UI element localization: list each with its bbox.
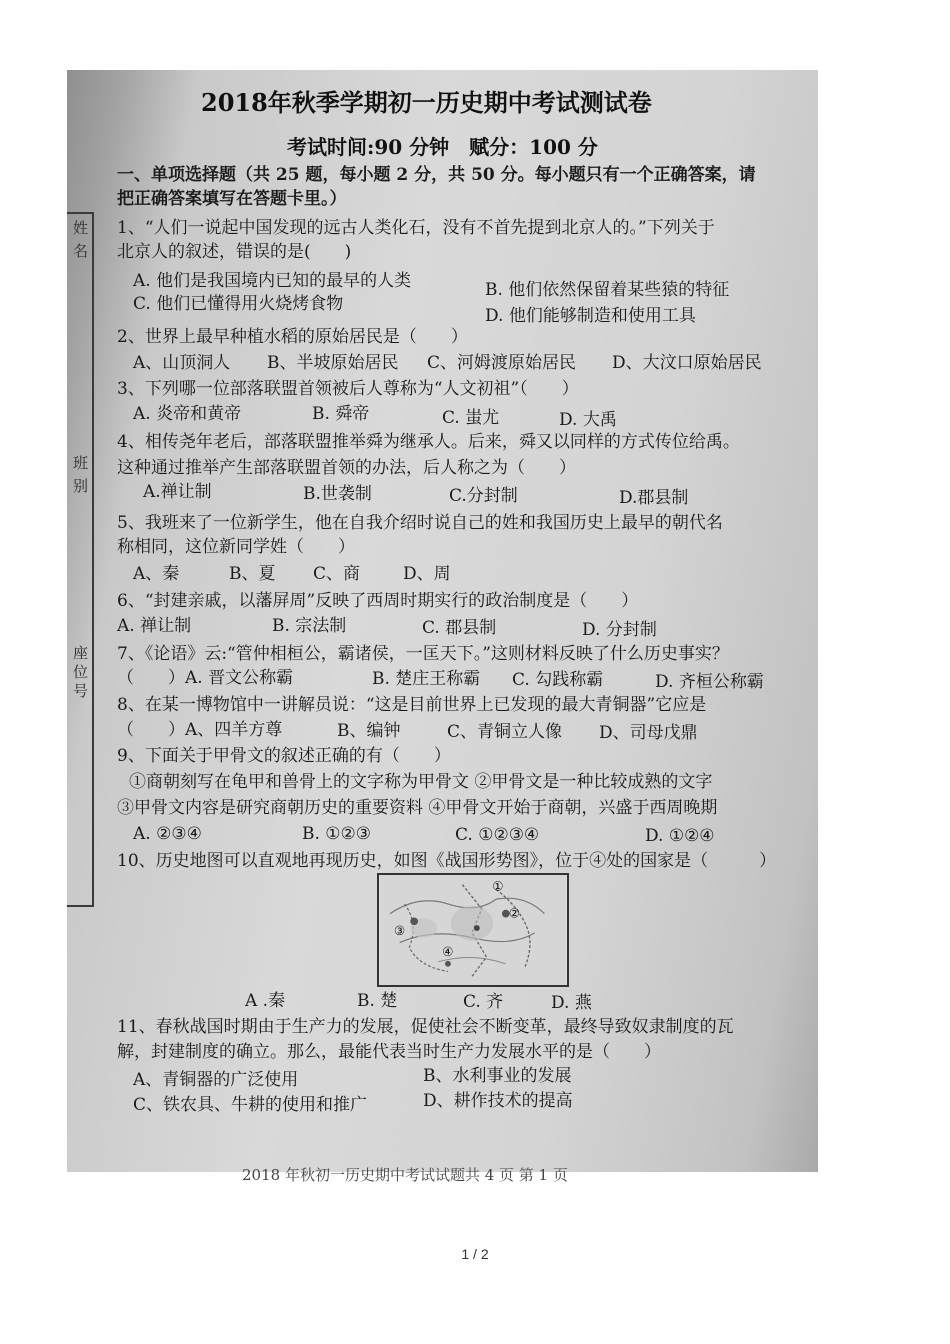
question-4-option-a: A.禅让制 (143, 482, 212, 502)
question-10-stem: 10、历史地图可以直观地再现历史，如图《战国形势图》，位于④处的国家是（ ） (117, 851, 777, 871)
map-drawing (379, 875, 567, 985)
seat-label: 座位号 (71, 645, 89, 702)
question-7-option-d: D. 齐桓公称霸 (655, 672, 764, 692)
question-1-option-a: A. 他们是我国境内已知的最早的人类 (133, 271, 412, 291)
question-11-option-c: C、铁农具、牛耕的使用和推广 (133, 1095, 368, 1115)
question-1-option-b: B. 他们依然保留着某些猿的特征 (485, 280, 730, 300)
question-4-stem-cont: 这种通过推举产生部落联盟首领的办法，后人称之为（ ） (117, 458, 576, 478)
map-marker-4: ④ (442, 944, 454, 960)
question-11-option-a: A、青铜器的广泛使用 (133, 1070, 299, 1090)
question-6-stem: 6、“封建亲戚，以藩屏周”反映了西周时期实行的政治制度是（ ） (117, 591, 639, 611)
class-label: 班别 (71, 455, 89, 501)
question-3-option-b: B. 舜帝 (312, 404, 370, 424)
question-9-option-d: D. ①②④ (645, 826, 715, 846)
question-5-option-c: C、商 (313, 564, 361, 584)
exam-subtitle: 考试时间:90 分钟 赋分：100 分 (287, 135, 598, 159)
question-9-statement-3-4: ③甲骨文内容是研究商朝历史的重要资料 ④甲骨文开始于商朝，兴盛于西周晚期 (117, 798, 718, 818)
question-5-option-b: B、夏 (229, 564, 276, 584)
question-8-option-a: （ ）A、四羊方尊 (117, 720, 283, 740)
binding-margin (67, 212, 94, 907)
question-8-option-d: D、司母戊鼎 (599, 723, 698, 743)
question-4-option-d: D.郡县制 (619, 488, 689, 508)
question-1-option-c: C. 他们已懂得用火烧烤食物 (133, 294, 344, 314)
question-5-stem-cont: 称相同，这位新同学姓（ ） (117, 537, 355, 557)
question-1-option-d: D. 他们能够制造和使用工具 (485, 306, 696, 326)
question-10-option-a: A .秦 (245, 991, 286, 1011)
question-4-option-c: C.分封制 (449, 486, 518, 506)
question-5-option-a: A、秦 (133, 564, 180, 584)
question-6-option-b: B. 宗法制 (272, 616, 347, 636)
question-11-stem: 11、春秋战国时期由于生产力的发展，促使社会不断变革，最终导致奴隶制度的瓦 (117, 1017, 734, 1037)
name-label: 姓名 (71, 220, 89, 266)
page-indicator: 1 / 2 (461, 1246, 489, 1262)
question-10-option-c: C. 齐 (463, 992, 504, 1012)
question-7-option-a: （ ）A. 晋文公称霸 (117, 668, 294, 688)
question-2-stem: 2、世界上最早种植水稻的原始居民是（ ） (117, 327, 468, 347)
question-3-option-a: A. 炎帝和黄帝 (133, 404, 242, 424)
question-6-option-a: A. 禅让制 (117, 616, 192, 636)
question-11-option-d: D、耕作技术的提高 (423, 1091, 573, 1111)
question-7-stem: 7、《论语》云:“管仲相桓公，霸诸侯，一匡天下。”这则材料反映了什么历史事实？ (117, 644, 729, 664)
warring-states-map (377, 873, 569, 987)
question-4-stem: 4、相传尧年老后，部落联盟推举舜为继承人。后来，舜又以同样的方式传位给禹。 (117, 432, 740, 452)
question-9-option-b: B. ①②③ (302, 824, 372, 844)
question-3-option-d: D. 大禹 (559, 410, 617, 430)
question-4-option-b: B.世袭制 (303, 484, 372, 504)
question-8-option-c: C、青铜立人像 (447, 722, 563, 742)
question-10-option-d: D. 燕 (551, 993, 592, 1013)
question-7-option-b: B. 楚庄王称霸 (372, 669, 481, 689)
question-6-option-d: D. 分封制 (582, 620, 657, 640)
question-2-option-d: D、大汶口原始居民 (612, 353, 762, 373)
question-11-option-b: B、水利事业的发展 (423, 1066, 572, 1086)
map-marker-3: ③ (393, 922, 406, 938)
section-heading-cont: 把正确答案填写在答题卡里。） (117, 189, 347, 209)
question-1-stem-cont: 北京人的叙述，错误的是( ) (117, 242, 352, 262)
question-2-option-b: B、半坡原始居民 (267, 353, 399, 373)
page-footer-cut: 2018 年秋初一历史期中考试试题共 4 页 第 1 页 (242, 1166, 568, 1184)
question-1-stem: 1、“人们一说起中国发现的远古人类化石，没有不首先提到北京人的。”下列关于 (117, 218, 715, 238)
question-10-option-b: B. 楚 (357, 991, 398, 1011)
map-marker-2: ② (508, 905, 520, 921)
question-2-option-c: C、河姆渡原始居民 (427, 353, 577, 373)
question-8-option-b: B、编钟 (337, 721, 401, 741)
question-9-option-c: C. ①②③④ (455, 825, 540, 845)
question-7-option-c: C. 勾践称霸 (512, 670, 604, 690)
question-5-option-d: D、周 (403, 564, 451, 584)
question-11-stem-cont: 解，封建制度的确立。那么，最能代表当时生产力发展水平的是（ ） (117, 1042, 661, 1062)
scanned-exam-page (67, 70, 818, 1184)
question-3-option-c: C. 蚩尤 (442, 408, 500, 428)
question-5-stem: 5、我班来了一位新学生，他在自我介绍时说自己的姓和我国历史上最早的朝代名 (117, 513, 723, 533)
section-heading: 一、单项选择题（共 25 题，每小题 2 分，共 50 分。每小题只有一个正确答案，请 (117, 165, 756, 185)
exam-title: 2018年秋季学期初一历史期中考试测试卷 (201, 88, 652, 117)
question-6-option-c: C. 郡县制 (422, 618, 497, 638)
question-3-stem: 3、下列哪一位部落联盟首领被后人尊称为“人文初祖”（ ） (117, 379, 579, 399)
question-9-statement-1-2: ①商朝刻写在龟甲和兽骨上的文字称为甲骨文 ②甲骨文是一种比较成熟的文字 (129, 772, 713, 792)
question-9-option-a: A. ②③④ (133, 824, 202, 844)
question-8-stem: 8、在某一博物馆中一讲解员说：“这是目前世界上已发现的最大青铜器”它应是 (117, 695, 707, 715)
question-2-option-a: A、山顶洞人 (133, 353, 231, 373)
map-marker-1: ① (492, 878, 504, 894)
question-9-stem: 9、下面关于甲骨文的叙述正确的有（ ） (117, 746, 451, 766)
